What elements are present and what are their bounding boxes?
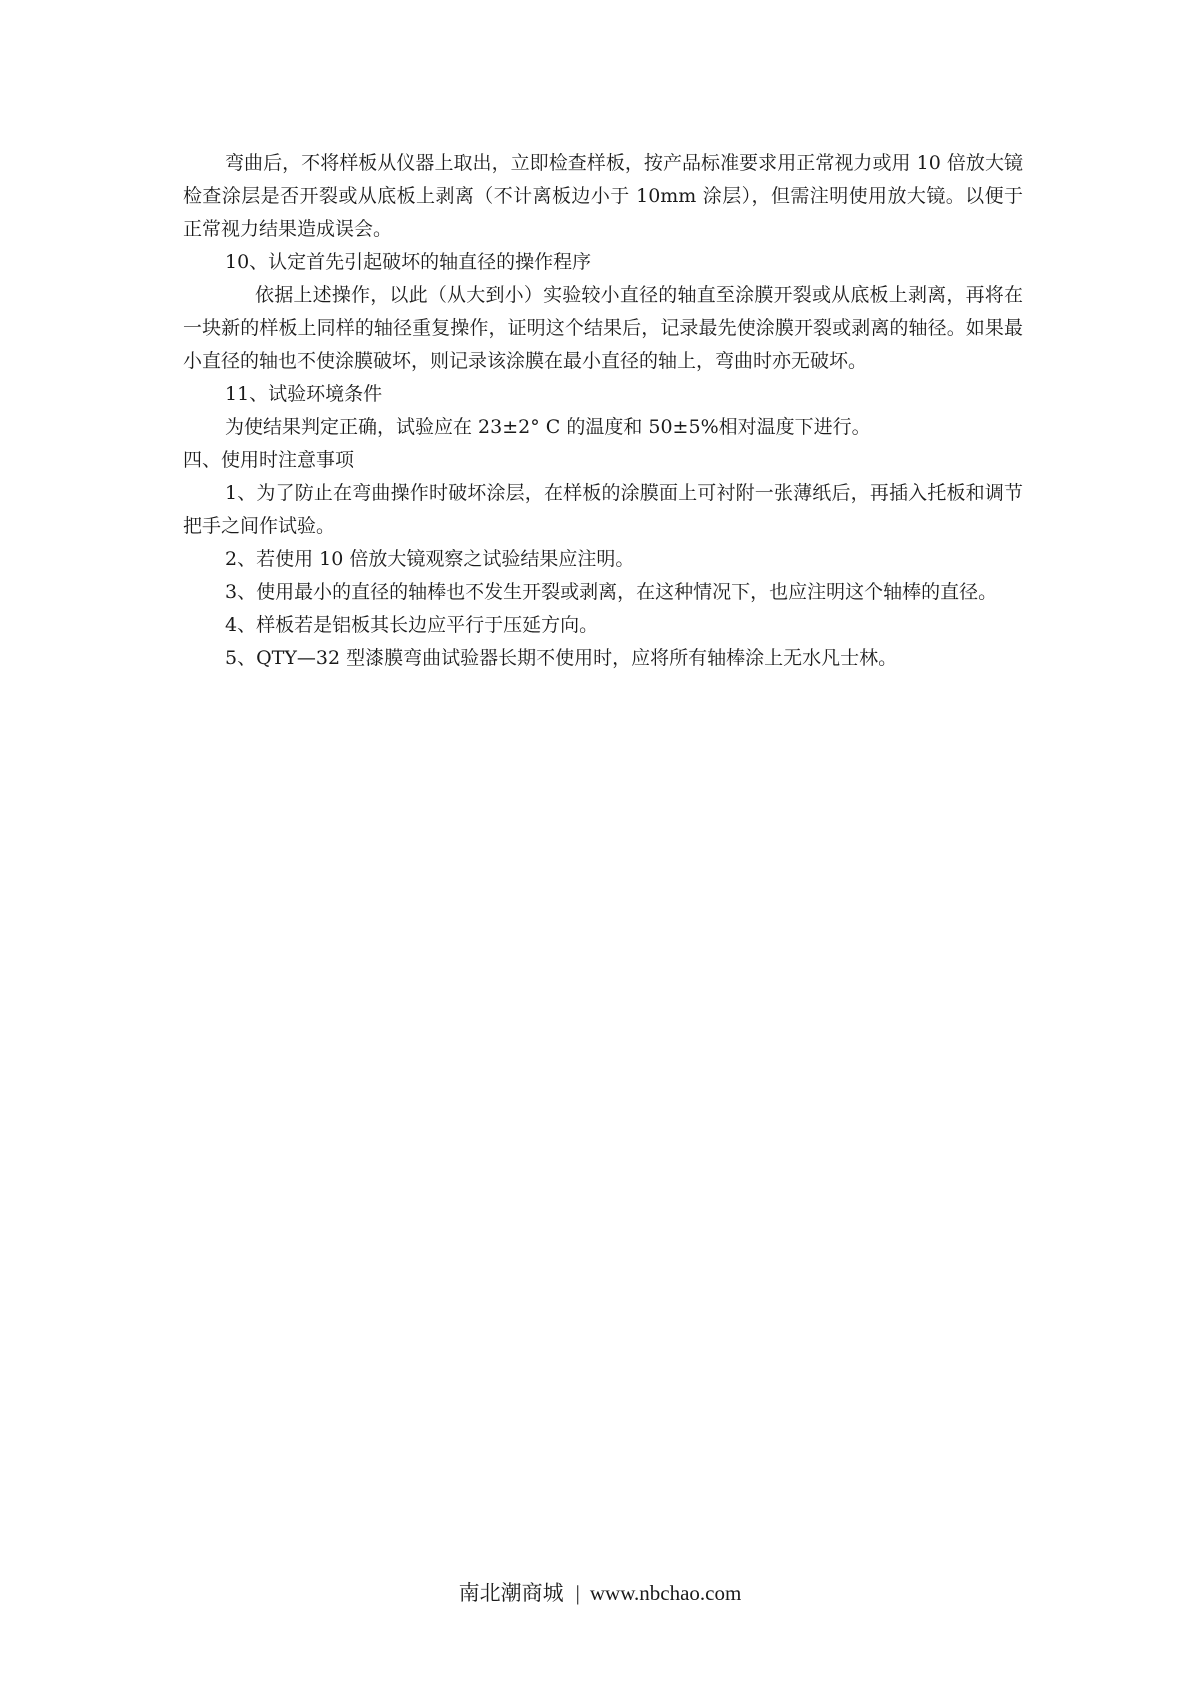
note-item-2: 2、若使用 10 倍放大镜观察之试验结果应注明。 bbox=[225, 548, 635, 570]
paragraph-procedure: 依据上述操作，以此（从大到小）实验较小直径的轴直至涂膜开裂或从底板上剥离，再将在一块新的样板上同样的轴径重复操作，证明这个结果后，记录最先使涂膜开裂或剥离的轴径。如果最小直径的轴也不使涂膜破坏，则记录该涂膜在最小直径的轴上，弯曲时亦无破坏。 bbox=[183, 284, 1023, 372]
paragraph-environment: 为使结果判定正确，试验应在 23±2° C 的温度和 50±5%相对温度下进行。 bbox=[225, 416, 871, 438]
heading-item-10: 10、认定首先引起破坏的轴直径的操作程序 bbox=[225, 251, 592, 273]
document-body bbox=[183, 147, 1023, 675]
note-item-5: 5、QTY—32 型漆膜弯曲试验器长期不使用时，应将所有轴棒涂上无水凡士林。 bbox=[225, 647, 898, 669]
footer-separator: | bbox=[575, 1581, 580, 1605]
heading-item-11: 11、试验环境条件 bbox=[225, 383, 383, 405]
note-item-3: 3、使用最小的直径的轴棒也不发生开裂或剥离，在这种情况下，也应注明这个轴棒的直径。 bbox=[225, 581, 998, 603]
note-item-1: 1、为了防止在弯曲操作时破坏涂层，在样板的涂膜面上可衬附一张薄纸后，再插入托板和调节把手之间作试验。 bbox=[183, 482, 1023, 537]
footer-url-link[interactable]: www.nbchao.com bbox=[589, 1581, 742, 1605]
section-heading-notes: 四、使用时注意事项 bbox=[183, 449, 355, 471]
page-footer bbox=[0, 1578, 1200, 1608]
paragraph-bending-inspection: 弯曲后，不将样板从仪器上取出，立即检查样板，按产品标准要求用正常视力或用 10 倍放大镜检查涂层是否开裂或从底板上剥离（不计离板边小于 10mm 涂层），但需注明使用放大镜。以便于正常视力结果造成误会。 bbox=[183, 152, 1023, 240]
footer-site-name: 南北潮商城 bbox=[458, 1581, 564, 1605]
note-item-4: 4、样板若是铝板其长边应平行于压延方向。 bbox=[225, 614, 599, 636]
